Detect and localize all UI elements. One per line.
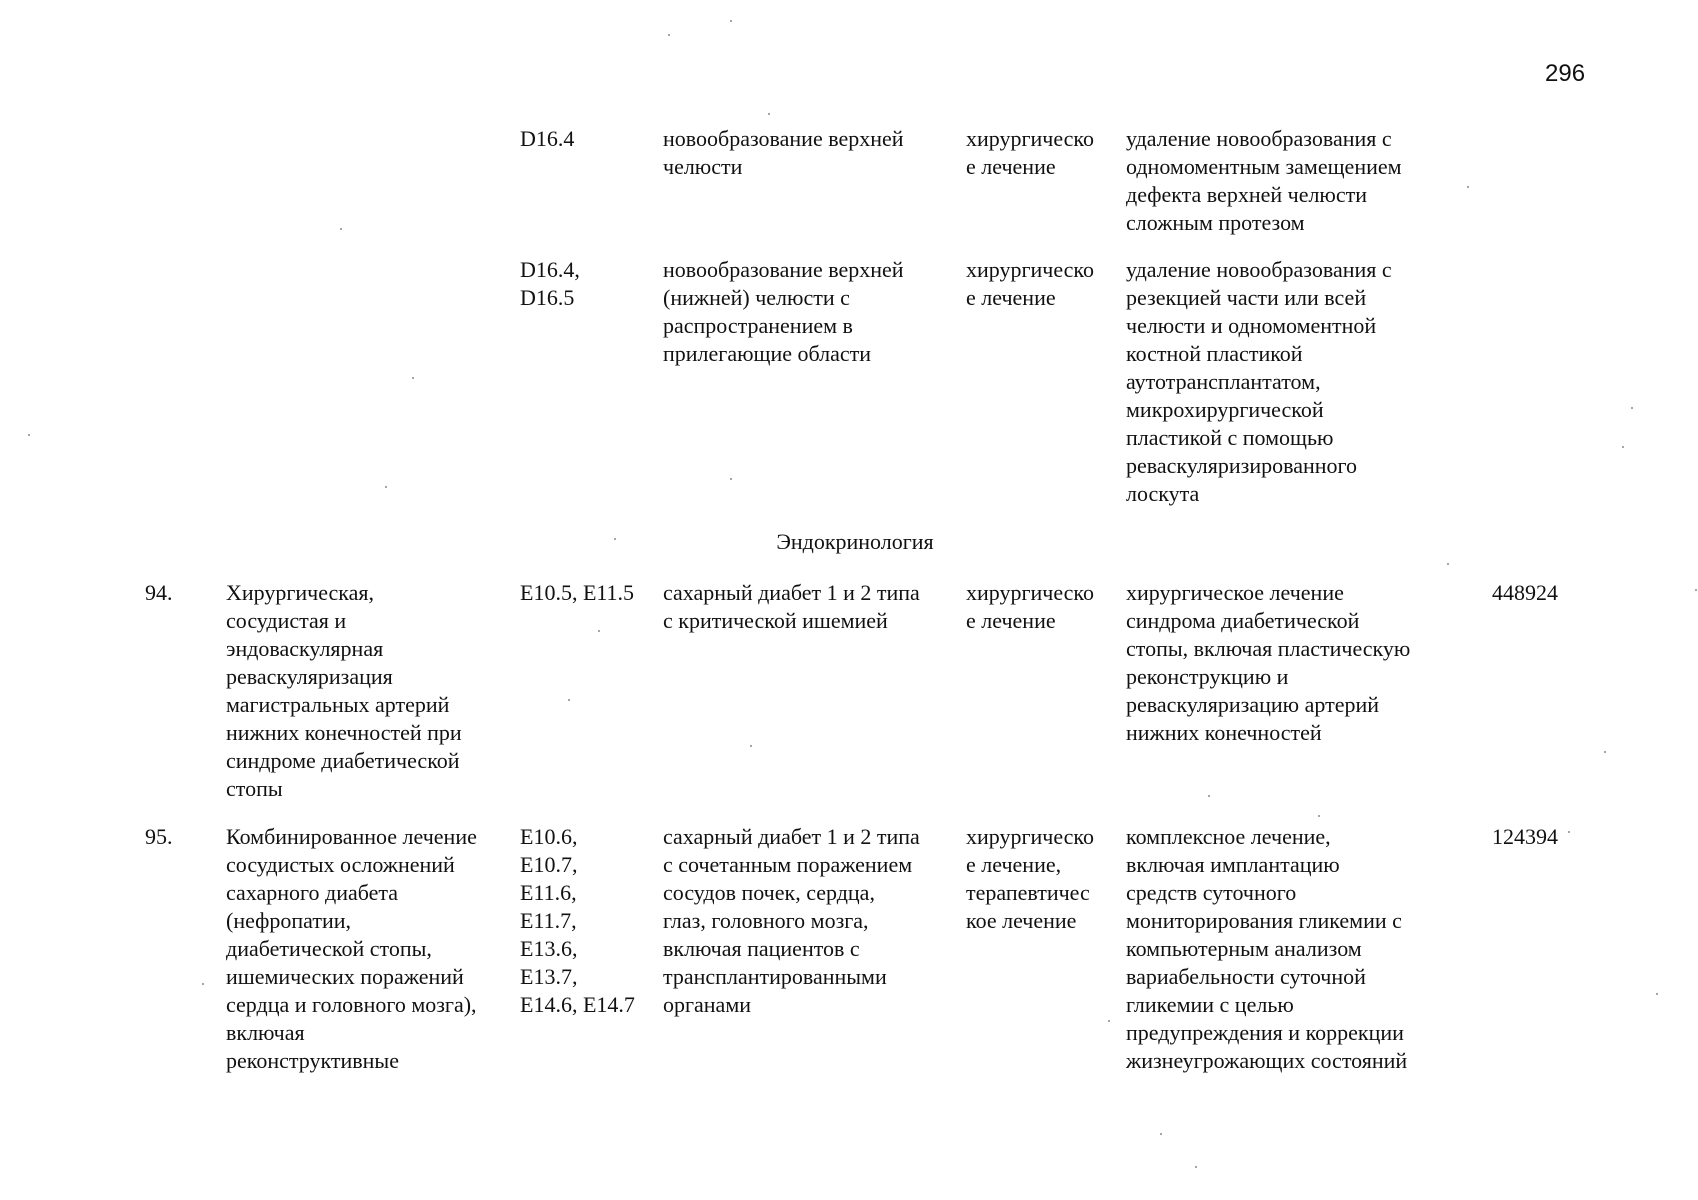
treatment-type-cell: хирургическо е лечение, терапевтичес кое лечение	[966, 824, 1094, 933]
code-cell: D16.4	[520, 126, 575, 151]
method-cell: хирургическое лечение синдрома диабетической стопы, включая пластическую реконструкцию и реваскуляризацию артерий нижних конечностей	[1126, 580, 1411, 745]
model-cell: новообразование верхней челюсти	[663, 126, 904, 179]
method-cell: удаление новообразования с одномоментным замещением дефекта верхней челюсти сложным протезом	[1126, 126, 1402, 235]
cost-cell: 124394	[1492, 824, 1558, 849]
code-cell: E10.5, E11.5	[520, 580, 635, 605]
code-cell: D16.4, D16.5	[520, 257, 580, 310]
code-cell: E10.6, E10.7, E11.6, E11.7, E13.6, E13.7, E14.6, E14.7	[520, 824, 635, 1017]
row-number-cell: 94.	[145, 580, 173, 605]
method-cell: комплексное лечение, включая имплантацию средств суточного мониторирования гликемии с компьютерным анализом вариабельности суточной гликемии с целью предупреждения и коррекции жизнеугрожающих состояний	[1126, 824, 1408, 1073]
care-name-cell: Комбинированное лечение сосудистых осложнений сахарного диабета (нефропатии, диабетической стопы, ишемических поражений сердца и головного мозга), включая реконструктивные	[226, 824, 477, 1073]
model-cell: сахарный диабет 1 и 2 типа с сочетанным поражением сосудов почек, сердца, глаз, головного мозга, включая пациентов с трансплантированными органами	[663, 824, 920, 1017]
model-cell: сахарный диабет 1 и 2 типа с критической ишемией	[663, 580, 920, 633]
row-number-cell: 95.	[145, 824, 173, 849]
model-cell: новообразование верхней (нижней) челюсти с распространением в прилегающие области	[663, 257, 904, 366]
treatment-type-cell: хирургическо е лечение	[966, 257, 1094, 310]
method-cell: удаление новообразования с резекцией части или всей челюсти и одномоментной костной пластикой аутотрансплантатом, микрохирургической пластикой с помощью реваскуляризированного лоскута	[1126, 257, 1392, 506]
cost-cell: 448924	[1492, 580, 1558, 605]
section-title: Эндокринология	[776, 529, 934, 554]
treatment-type-cell: хирургическо е лечение	[966, 580, 1094, 633]
treatment-type-cell: хирургическо е лечение	[966, 126, 1094, 179]
care-name-cell: Хирургическая, сосудистая и эндоваскулярная реваскуляризация магистральных артерий нижних конечностей при синдроме диабетической стопы	[226, 580, 462, 801]
page-number: 296	[1545, 60, 1586, 87]
